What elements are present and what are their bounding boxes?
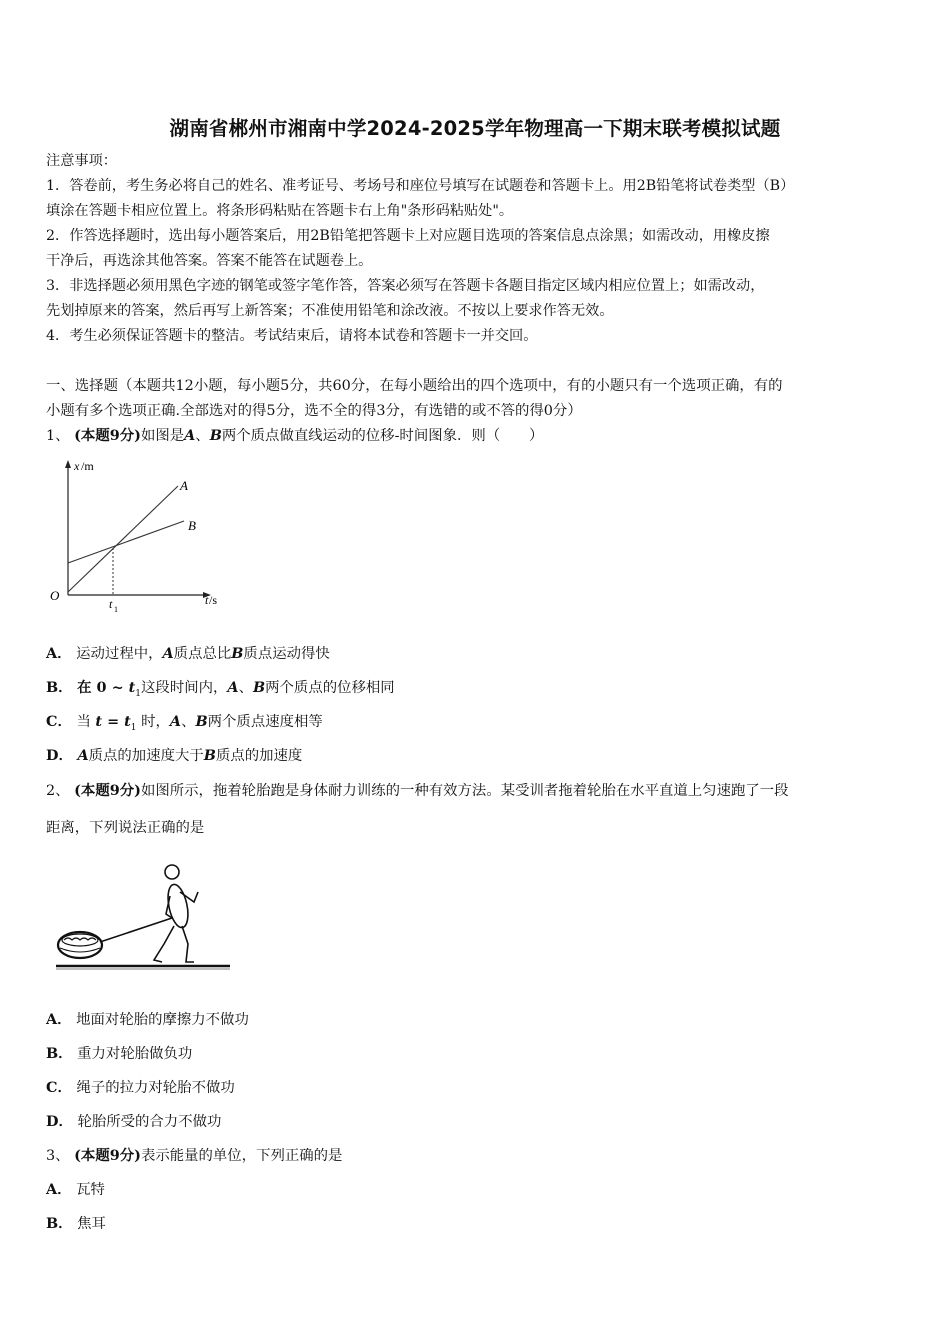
option-letter: A． xyxy=(46,1011,72,1028)
symbol-t: t xyxy=(124,713,131,730)
question-3-stem xyxy=(46,1146,342,1166)
option-text: 绳子的拉力对轮胎不做功 xyxy=(76,1080,235,1096)
option-text: 瓦特 xyxy=(76,1182,105,1198)
option-text: 两个质点速度相等 xyxy=(207,714,323,730)
option-text: 焦耳 xyxy=(77,1216,106,1232)
section-heading-line2: 小题有多个选项正确.全部选对的得5分，选不全的得3分，有选错的或不答的得0分） xyxy=(46,403,582,419)
option-text: 时， xyxy=(136,714,170,730)
option-letter: D． xyxy=(46,1113,73,1130)
question-number: 1、 xyxy=(46,428,70,444)
subscript: 1 xyxy=(130,722,137,733)
option-text: 轮胎所受的合力不做功 xyxy=(77,1114,222,1130)
notice-line: 干净后，再选涂其他答案。答案不能答在试题卷上。 xyxy=(46,253,373,269)
tire-dragging-figure xyxy=(54,856,234,974)
x-axis-label: t xyxy=(205,593,209,607)
question-number: 3、 xyxy=(46,1148,70,1164)
line-b xyxy=(68,521,184,563)
y-axis-label: x xyxy=(74,459,80,473)
option-letter: A． xyxy=(46,1181,72,1198)
option-text: 重力对轮胎做负功 xyxy=(77,1046,193,1062)
runner-head xyxy=(165,865,179,879)
notice-line: 2．作答选择题时，选出每小题答案后，用2B铅笔把答题卡上对应题目选项的答案信息点涂黑；如需改动，用橡皮擦 xyxy=(46,228,770,244)
option-letter: B． xyxy=(46,1045,73,1062)
q1-option-a[interactable] xyxy=(46,644,330,664)
notice-line: 4．考生必须保证答题卡的整洁。考试结束后，请将本试卷和答题卡一并交回。 xyxy=(46,328,538,344)
option-letter: D． xyxy=(46,747,73,764)
option-text: 运动过程中， xyxy=(76,646,163,662)
q1-option-c[interactable] xyxy=(46,712,323,738)
symbol-b: B xyxy=(252,679,266,696)
q2-option-b[interactable] xyxy=(46,1044,192,1064)
rope xyxy=(100,918,172,942)
x-axis-unit: /s xyxy=(209,593,218,607)
section-heading-line1: 一、选择题（本题共12小题，每小题5分，共60分，在每小题给出的四个选项中，有的小题只有一个选项正确，有的 xyxy=(46,378,783,394)
stem-text: 、 xyxy=(195,428,210,444)
symbol-a: A xyxy=(227,679,239,696)
option-text: 质点的加速度 xyxy=(215,748,303,764)
q2-option-a[interactable] xyxy=(46,1010,249,1030)
stem-text: 如图所示，拖着轮胎跑是身体耐力训练的一种有效方法。某受训者拖着轮胎在水平直道上匀速跑了一段 xyxy=(140,783,789,799)
option-text: 质点的加速度大于 xyxy=(88,748,204,764)
question-2-stem-line2: 距离，下列说法正确的是 xyxy=(46,820,205,836)
q3-option-b[interactable] xyxy=(46,1214,106,1234)
question-1-stem xyxy=(46,426,543,446)
origin-label: O xyxy=(50,588,60,603)
q1-option-d[interactable] xyxy=(46,746,302,766)
option-letter: C． xyxy=(46,1079,72,1096)
option-letter: C． xyxy=(46,713,72,730)
symbol-t: t xyxy=(128,679,136,696)
question-tag: (本题9分) xyxy=(74,782,141,799)
option-letter: A． xyxy=(46,645,72,662)
symbol-b: B xyxy=(195,713,208,730)
question-tag: (本题9分) xyxy=(74,427,141,444)
option-text: = xyxy=(102,713,125,730)
option-text: 两个质点的位移相同 xyxy=(265,680,395,696)
line-a xyxy=(68,486,178,592)
option-text: 质点运动得快 xyxy=(243,646,330,662)
notice-line: 1．答卷前，考生务必将自己的姓名、准考证号、考场号和座位号填写在试题卷和答题卡上。用2B铅笔将试卷类型（B） xyxy=(46,178,795,194)
option-text: 、 xyxy=(238,680,253,696)
option-text: 质点总比 xyxy=(173,646,232,662)
option-text: 地面对轮胎的摩擦力不做功 xyxy=(76,1012,249,1028)
notice-heading: 注意事项： xyxy=(46,153,117,169)
stem-text: 两个质点做直线运动的位移-时间图象．则（ ） xyxy=(221,428,544,444)
option-text: 在 0 ~ xyxy=(77,679,129,696)
question-2-stem xyxy=(46,781,789,801)
notice-line: 先划掉原来的答案，然后再写上新答案；不准使用铅笔和涂改液。不按以上要求作答无效。 xyxy=(46,303,614,319)
q2-option-d[interactable] xyxy=(46,1112,221,1132)
notice-line: 3．非选择题必须用黑色字迹的钢笔或签字笔作答，答案必须写在答题卡各题目指定区域内相应位置上；如需改动， xyxy=(46,278,765,294)
t1-subscript: 1 xyxy=(114,605,118,614)
stem-text: 如图是 xyxy=(140,428,185,444)
option-letter: B． xyxy=(46,679,73,696)
symbol-a: A xyxy=(169,713,182,730)
q3-option-a[interactable] xyxy=(46,1180,105,1200)
question-number: 2、 xyxy=(46,783,70,799)
notice-line: 填涂在答题卡相应位置上。将条形码粘贴在答题卡右上角"条形码粘贴处"。 xyxy=(46,203,514,219)
symbol-a: A xyxy=(184,427,196,444)
y-axis-arrow xyxy=(65,460,71,468)
stem-text: 表示能量的单位，下列正确的是 xyxy=(140,1148,343,1164)
symbol-a: A xyxy=(162,645,174,662)
line-b-label: B xyxy=(188,518,196,533)
runner-body xyxy=(165,883,192,930)
question-tag: (本题9分) xyxy=(74,1147,141,1164)
symbol-t: t xyxy=(95,713,103,730)
q1-option-b[interactable] xyxy=(46,678,395,704)
line-a-label: A xyxy=(180,478,188,493)
displacement-time-graph xyxy=(44,452,234,624)
t1-label: t xyxy=(109,597,113,611)
subscript: 1 xyxy=(135,688,142,699)
option-text: 这段时间内， xyxy=(141,680,228,696)
symbol-b: B xyxy=(203,747,216,764)
symbol-b: B xyxy=(231,645,244,662)
symbol-b: B xyxy=(209,427,222,444)
option-text: 、 xyxy=(181,714,196,730)
option-text: 当 xyxy=(76,714,96,730)
page-title: 湖南省郴州市湘南中学2024-2025学年物理高一下期末联考模拟试题 xyxy=(169,117,781,140)
option-letter: B． xyxy=(46,1215,73,1232)
symbol-a: A xyxy=(77,747,89,764)
q2-option-c[interactable] xyxy=(46,1078,235,1098)
y-axis-unit: /m xyxy=(81,459,94,473)
